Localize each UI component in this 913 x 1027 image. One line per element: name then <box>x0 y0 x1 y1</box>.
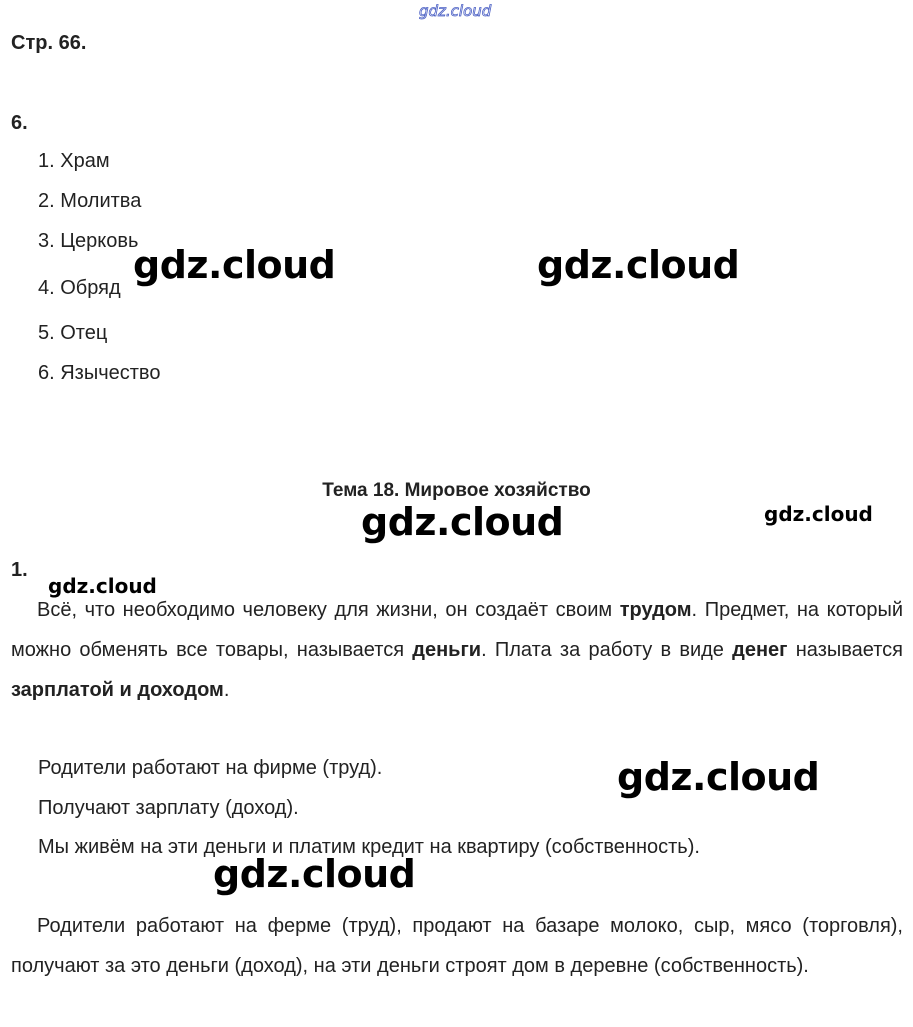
watermark: gdz.cloud <box>133 243 336 287</box>
task-1-paragraph-3: Родители работают на ферме (труд), продают на базаре молоко, сыр, мясо (торговля), получают за это деньги (доход), на эти деньги строят дом в деревне (собственность). <box>11 915 903 977</box>
answer-dengi: деньги <box>412 639 482 661</box>
task-1-line-2: Получают зарплату (доход). <box>38 797 299 819</box>
task-6-item-3: 3. Церковь <box>38 230 139 252</box>
task-1-number: 1. <box>11 559 28 581</box>
task-1-paragraph-1: Всё, что необходимо человеку для жизни, он создаёт своим трудом. Предмет, на который можно обменять все товары, называется деньги. Плата за работу в виде денег называется зарплатой и доходом. <box>11 599 904 701</box>
task-6-item-2: 2. Молитва <box>38 190 142 212</box>
task-6-number: 6. <box>11 112 28 134</box>
watermark: gdz.cloud <box>361 500 564 544</box>
watermark-top: gdz.cloud <box>419 2 492 20</box>
task-6-item-6: 6. Язычество <box>38 362 161 384</box>
task-6-item-4: 4. Обряд <box>38 277 121 299</box>
task-6-item-5: 5. Отец <box>38 322 108 344</box>
task-6-item-1: 1. Храм <box>38 150 110 172</box>
watermark: gdz.cloud <box>48 574 157 598</box>
page-header: Стр. 66. <box>11 32 87 54</box>
watermark: gdz.cloud <box>213 852 416 896</box>
task-1-line-1: Родители работают на фирме (труд). <box>38 757 383 779</box>
watermark: gdz.cloud <box>537 243 740 287</box>
answer-zarplata: зарплатой и доходом <box>11 679 224 701</box>
watermark: gdz.cloud <box>764 502 873 526</box>
answer-deneg: денег <box>732 639 788 661</box>
task-1-line-3: Мы живём на эти деньги и платим кредит на квартиру (собственность). <box>38 836 700 858</box>
answer-trud: трудом <box>619 599 692 621</box>
topic-title: Тема 18. Мировое хозяйство <box>322 480 591 501</box>
watermark: gdz.cloud <box>617 755 820 799</box>
